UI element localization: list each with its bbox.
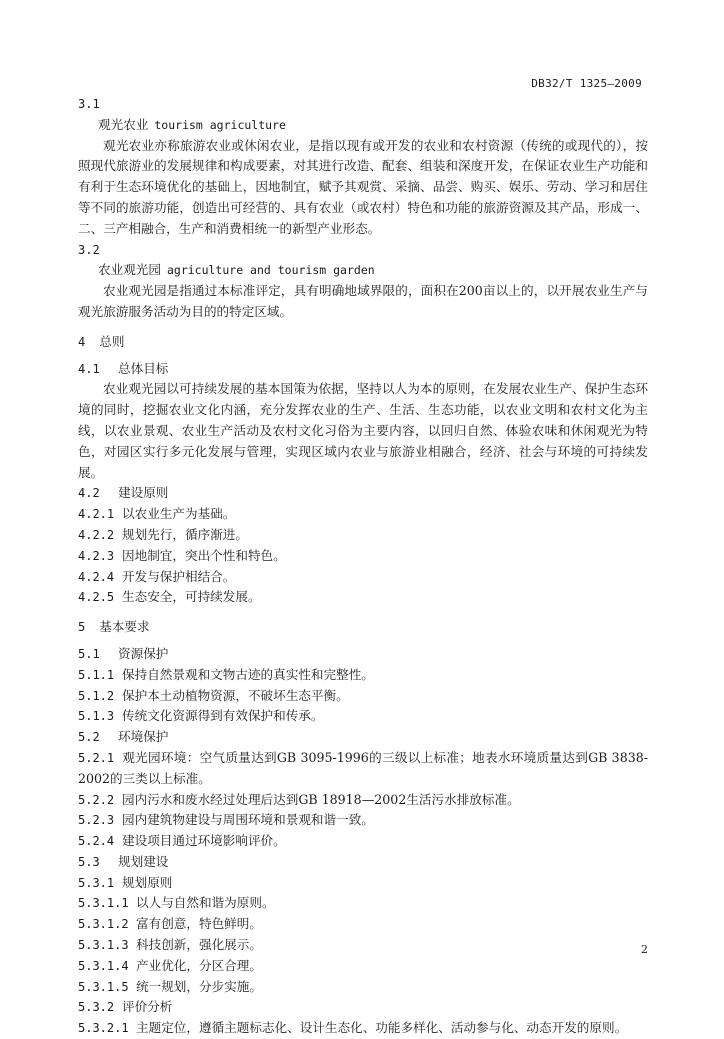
term-number: 3.2 [78,242,100,257]
clause-item [78,935,648,956]
clause-item [78,686,648,707]
section-title: 基本要求 [99,619,150,635]
document-code: DB32/T 1325—2009 [531,77,642,90]
clause-item [78,567,648,588]
clause-text: 建设项目通过环境影响评价。 [122,833,286,849]
document-body [78,94,648,1039]
clause-text: 保持自然景观和文物古迹的真实性和完整性。 [122,666,374,682]
clause-text: 保护本土动植物资源，不破坏生态平衡。 [122,687,349,703]
clause-item [78,956,648,977]
clause-item [78,665,648,686]
term-en: tourism agriculture [154,117,286,132]
clause-text: 以人与自然和谐为原则。 [136,895,275,911]
paragraph: 农业观光园以可持续发展的基本国策为依据，坚持以人为本的原则，在发展农业生产、保护生态环境的同时，挖掘农业文化内涵，充分发挥农业的生产、生活、生态功能，以农业文明和农村文化为主线，以农业景观、农业生产活动及农村文化习俗为主要内容，以回归自然、体验农味和休闲观光为特色，对园区实行多元化发展与管理，实现区域内农业与旅游业相融合，经济、社会与环境的可持续发展。 [78,381,648,480]
clause-item [78,977,648,998]
clause-item [78,893,648,914]
subsection-number: 5.1 [78,646,100,661]
term-title [78,260,648,281]
subsection-title: 建设原则 [118,485,169,501]
clause-text: 统一规划，分步实施。 [136,978,262,994]
subsection-number: 4.1 [78,361,100,376]
clause-number: 5.1.3 [78,709,115,724]
term-definition: 农业观光园是指通过本标准评定，具有明确地域界限的，面积在200亩以上的，以开展农业生产与观光旅游服务活动为目的的特定区域。 [78,283,648,319]
subsection-number: 4.2 [78,486,100,501]
clause-item [78,831,648,852]
subsection-title: 资源保护 [118,645,169,661]
clause-text: 传统文化资源得到有效保护和传承。 [122,708,324,724]
clause-number: 5.2.3 [78,813,115,828]
term-cn: 观光农业 [98,116,149,132]
section-heading [78,332,648,353]
clause-item [78,748,648,790]
clause-item [78,914,648,935]
clause-number: 5.3.1.2 [78,917,129,932]
clause-number: 4.2.1 [78,507,115,522]
clause-text: 以农业生产为基础。 [122,506,236,522]
clause-text: 生态安全，可持续发展。 [122,589,261,605]
clause-number: 5.3.2.1 [78,1021,129,1036]
clause-number: 5.3.1 [78,875,115,890]
clause-number: 5.2.2 [78,792,115,807]
clause-item [78,587,648,608]
clause-number: 5.3.2 [78,1000,115,1015]
clause-text: 园内污水和废水经过处理后达到GB 18918—2002生活污水排放标准。 [122,791,520,807]
clause-text: 观光园环境：空气质量达到GB 3095-1996的三级以上标准；地表水环境质量达到GB 3838-2002的三类以上标准。 [78,749,648,786]
clause-item [78,525,648,546]
clause-item [78,873,648,894]
clause-item [78,546,648,567]
clause-item [78,997,648,1018]
term-number: 3.1 [78,97,100,111]
section-title: 总则 [99,333,125,349]
clause-item [78,504,648,525]
term-definition: 观光农业亦称旅游农业或休闲农业，是指以现有或开发的农业和农村资源（传统的或现代的），按照现代旅游业的发展规律和构成要素，对其进行改造、配套、组装和深度开发，在保证农业生产功能和有利于生态环境优化的基础上，因地制宜，赋予其观赏、采摘、品尝、购买、娱乐、劳动、学习和居住等不同的旅游功能，创造出可经营的、具有农业（或农村）特色和功能的旅游资源及其产品，形成一、二、三产相融合，生产和消费相统一的新型产业形态。 [78,137,648,236]
clause-number: 5.3.1.5 [78,979,129,994]
clause-number: 4.2.4 [78,569,115,584]
clause-text: 主题定位，遵循主题标志化、设计生态化、功能多样化、活动参与化、动态开发的原则。 [136,1020,628,1036]
clause-number: 4.2.3 [78,548,115,563]
subsection-title: 环境保护 [118,729,169,745]
clause-title: 评价分析 [122,999,173,1015]
subsection-title: 总体目标 [118,360,169,376]
clause-item [78,706,648,727]
clause-number: 5.1.2 [78,688,115,703]
section-number: 4 [78,334,86,349]
subsection-heading [78,359,648,380]
clause-number: 5.3.1.3 [78,938,129,953]
clause-number: 5.3.1.1 [78,896,129,911]
subsection-heading [78,483,648,504]
clause-text: 科技创新，强化展示。 [136,937,262,953]
clause-title: 规划原则 [122,874,173,890]
clause-number: 4.2.2 [78,527,115,542]
section-number: 5 [78,620,86,635]
clause-text: 开发与保护相结合。 [122,568,236,584]
term-cn: 农业观光园 [98,262,161,278]
term-en: agriculture and tourism garden [166,263,375,278]
subsection-heading [78,644,648,665]
clause-number: 5.2.4 [78,834,115,849]
clause-item [78,810,648,831]
clause-text: 园内建筑物建设与周围环境和景观和谐一致。 [122,812,374,828]
clause-number: 5.1.1 [78,667,115,682]
subsection-heading [78,727,648,748]
section-heading [78,617,648,638]
clause-item [78,1018,648,1039]
subsection-title: 规划建设 [118,853,169,869]
page-number: 2 [641,943,648,956]
subsection-number: 5.2 [78,730,100,745]
clause-text: 规划先行，循序渐进。 [122,526,248,542]
clause-number: 4.2.5 [78,590,115,605]
clause-number: 5.3.1.4 [78,958,129,973]
clause-item [78,790,648,811]
subsection-heading [78,852,648,873]
clause-text: 产业优化，分区合理。 [136,957,262,973]
clause-text: 富有创意，特色鲜明。 [136,916,262,932]
term-title [78,115,648,136]
clause-text: 因地制宜，突出个性和特色。 [122,547,286,563]
subsection-number: 5.3 [78,854,100,869]
clause-number: 5.2.1 [78,750,115,765]
